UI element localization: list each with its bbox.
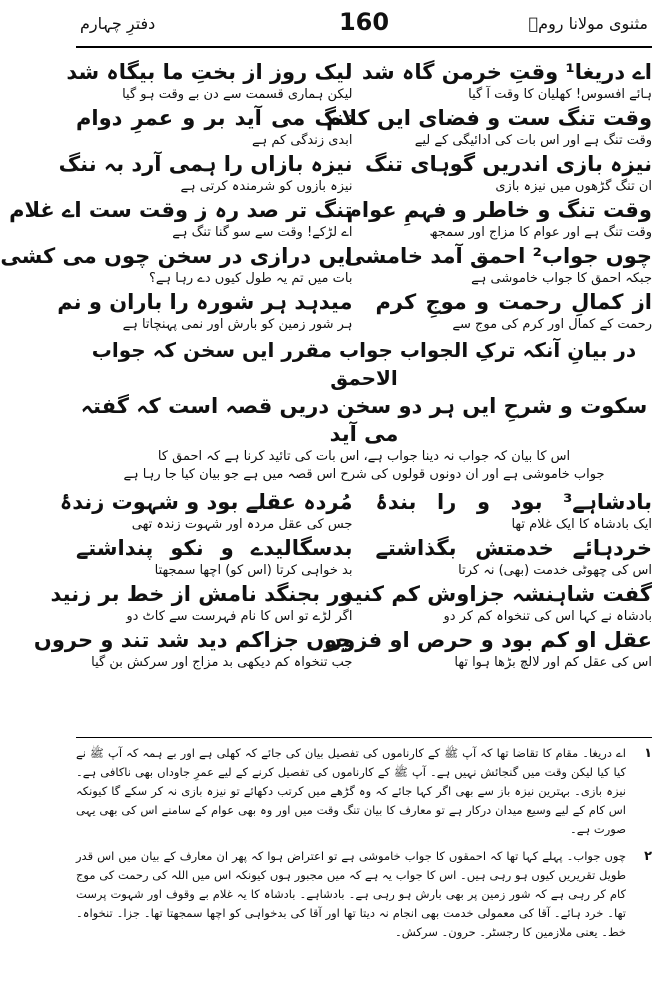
translation-second: ہر شور زمین کو بارش اور نمی پہنچاتا ہے bbox=[122, 317, 353, 332]
footnotes bbox=[76, 737, 652, 950]
couplet bbox=[57, 288, 652, 316]
verse-second-hemistich: بدسگالیدے و نکو پنداشتے bbox=[76, 536, 353, 560]
couplet bbox=[76, 534, 652, 562]
translation-line bbox=[76, 132, 652, 150]
translation-first: ایک بادشاہ کا ایک غلام تھا bbox=[511, 517, 652, 532]
translation-first: بادشاہ نے کہا اس کی تنخواہ کم کر دو bbox=[443, 609, 652, 624]
verse-second-hemistich: ور بجنگد نامش از خط بر زنید bbox=[50, 582, 353, 606]
couplet bbox=[9, 196, 652, 224]
section-translation-1: اس کا بیان کہ جواب نہ دینا جواب ہے، اس بات کی تائید کرنا ہے کہ احمق کا bbox=[157, 449, 571, 464]
verses-bottom bbox=[33, 488, 652, 672]
translation-first: اس کی عقل کم اور لالچ بڑھا ہوا تھا bbox=[454, 655, 652, 670]
translation-first: اس کی چھوٹی خدمت (بھی) نہ کرتا bbox=[458, 563, 652, 578]
footnote-text: اے دریغا۔ مقام کا تقاضا تھا کہ آپ ﷺ کے کارناموں کی تفصیل بیان کی جائے کہ کھلی ہے اور بے ہمہ کہ آپ ﷺ نے کیا کیا لیکن وقت میں گنجائش نہیں ہے۔ آپ ﷺ کے کارناموں کی تفصیل کرنے کے لیے عمرِ جاوداں بھی ناکافی ہے۔ نیزہ بازی۔ بہترین نیزہ باز سے بھی اگر کہا جائے کہ وہ گڑھے میں کرتب دکھائے تو نیزہ بازی نہ کر سکے گا کیونکہ اس کام کے لیے وسیع میدان درکار ہے تو معارف کا بیان تنگ وقت میں اور وہ بھی عوام کے سامنے اس کی بھی یہی صورت ہے۔ bbox=[76, 746, 626, 836]
section-verse: سکوت و شرحِ ایں ہر دو سخن دریں قصہ است کہ گفتہ می آید bbox=[80, 394, 648, 446]
verse-second-hemistich: لیک روز از بختِ ما بیگاہ شد bbox=[66, 60, 353, 84]
verse-second-hemistich: نیزہ بازاں را ہمی آرد بہ ننگ bbox=[58, 152, 353, 176]
couplet bbox=[58, 150, 652, 178]
translation-second: ابدی زندگی کم ہے bbox=[252, 133, 353, 148]
verse-second-hemistich: چوں جزاکم دید شد تند و حروں bbox=[33, 628, 353, 652]
translation-second: اگر لڑے تو اس کا نام فہرست سے کاٹ دو bbox=[126, 609, 353, 624]
verse-second-hemistich: میدہد ہر شورہ را باران و نم bbox=[57, 290, 353, 314]
verse-second-hemistich: مُردہ عقلے بود و شہوت زندۂ bbox=[59, 490, 353, 514]
verse-second-hemistich: ایں درازی در سخن چوں می کشی bbox=[0, 244, 353, 268]
section-title: در بیانِ آنکہ ترکِ الجواب جواب مقرر ایں سخن کہ جواب الاحمق bbox=[91, 338, 637, 390]
verse-first-hemistich: گفت شاہنشہ جزاوش کم کنید bbox=[342, 582, 652, 606]
translation-second: نیزہ بازوں کو شرمندہ کرتی ہے bbox=[180, 179, 353, 194]
translation-second: بات میں تم یہ طول کیوں دے رہا ہے؟ bbox=[149, 271, 353, 286]
couplet bbox=[33, 626, 652, 654]
couplet bbox=[76, 104, 652, 132]
couplet bbox=[50, 580, 652, 608]
verse-first-hemistich: نیزہ بازی اندریں گوہای تنگ bbox=[364, 152, 652, 176]
section-heading-block bbox=[76, 336, 652, 484]
couplet bbox=[0, 242, 652, 270]
couplet bbox=[66, 58, 652, 86]
footnote-number: ۱ bbox=[644, 746, 652, 761]
translation-line bbox=[76, 654, 652, 672]
volume-title: دفترِ چہارم bbox=[80, 14, 156, 33]
verse-first-hemistich: عقل او کم بود و حرص او فزوں bbox=[324, 628, 652, 652]
page-header bbox=[76, 6, 652, 48]
translation-first: وقت تنگ ہے اور اس بات کی ادائیگی کے لیے bbox=[414, 133, 652, 148]
verse-second-hemistich: تنگ تر صد رہ ز وقت ست اے غلام bbox=[9, 198, 353, 222]
translation-second: بد خواہی کرتا (اس کو) اچھا سمجھتا bbox=[154, 563, 353, 578]
translation-line bbox=[76, 316, 652, 334]
translation-second: اے لڑکے! وقت سے سو گنا تنگ ہے bbox=[172, 225, 353, 240]
translation-first: جبکہ احمق کا جواب خاموشی ہے bbox=[471, 271, 652, 286]
translation-second: جس کی عقل مردہ اور شہوت زندہ تھی bbox=[131, 517, 353, 532]
verse-first-hemistich: وقت تنگ ست و فضای ایں کلام bbox=[326, 106, 652, 130]
verse-first-hemistich: بادشاہے³ بود و را بندۂ bbox=[375, 490, 652, 514]
translation-line bbox=[76, 516, 652, 534]
verse-first-hemistich: چوں جواب² احمق آمد خامشی bbox=[344, 244, 652, 268]
footnote bbox=[76, 847, 652, 942]
footnote-text: چوں جواب۔ پہلے کہا تھا کہ احمقوں کا جواب خاموشی ہے تو اعتراض ہوا کہ پھر ان معارف کے بیان میں اس قدر طویل تقریریں کیوں ہو رہی ہیں۔ اس کا جواب یہ ہے کہ میں مجبور ہوں کیونکہ اس میں اللہ کی رحمت کی موج کام کر رہی ہے کہ شور زمین پر بھی بارش ہو رہی ہے۔ بادشاہے۔ بادشاہ کا یہ غلام بے وقوف اور شہوت پرست تھا۔ خرد ہائے۔ آقا کی معمولی خدمت بھی انجام نہ دیتا تھا اور آقا کی بدخواہی کو اچھا سمجھتا تھا۔ جزا۔ تنخواہ۔ خط۔ یعنی ملازمین کا رجسٹر۔ حرون۔ سرکش۔ bbox=[76, 849, 626, 939]
couplet bbox=[59, 488, 652, 516]
footnote bbox=[76, 744, 652, 839]
verse-first-hemistich: از کمالِ رحمت و موجِ کرم bbox=[375, 290, 652, 314]
verse-first-hemistich: وقت تنگ و خاطر و فہمِ عوام bbox=[346, 198, 652, 222]
translation-line bbox=[76, 224, 652, 242]
book-title: مثنوی مولانا رومؒ bbox=[528, 14, 648, 33]
translation-line bbox=[76, 86, 652, 104]
translation-line bbox=[76, 178, 652, 196]
translation-second: جب تنخواہ کم دیکھی بد مزاج اور سرکش بن گیا bbox=[91, 655, 353, 670]
translation-first: ہائے افسوس! کھلیان کا وقت آ گیا bbox=[468, 87, 652, 102]
footnote-number: ۲ bbox=[644, 849, 652, 864]
translation-first: ان تنگ گڑھوں میں نیزہ بازی bbox=[495, 179, 652, 194]
verse-first-hemistich: خردہائے خدمتش بگذاشتے bbox=[375, 536, 652, 560]
section-translation-2: جواب خاموشی ہے اور ان دونوں قولوں کی شرح اس قصہ میں ہے جو بیان کیا جا رہا ہے bbox=[123, 467, 605, 482]
translation-second: لیکن ہماری قسمت سے دن بے وقت ہو گیا bbox=[122, 87, 353, 102]
translation-line bbox=[76, 270, 652, 288]
verse-second-hemistich: تنگ می آید بر و عمرِ دوام bbox=[76, 106, 353, 130]
translation-line bbox=[76, 608, 652, 626]
translation-first: رحمت کے کمال اور کرم کی موج سے bbox=[452, 317, 652, 332]
verses-top bbox=[0, 58, 652, 334]
translation-line bbox=[76, 562, 652, 580]
page-number: 160 bbox=[338, 8, 390, 36]
verse-first-hemistich: اے دریغا¹ وقتِ خرمن گاہ شد bbox=[361, 60, 652, 84]
translation-first: وقت تنگ ہے اور عوام کا مزاج اور سمجھ bbox=[429, 225, 652, 240]
